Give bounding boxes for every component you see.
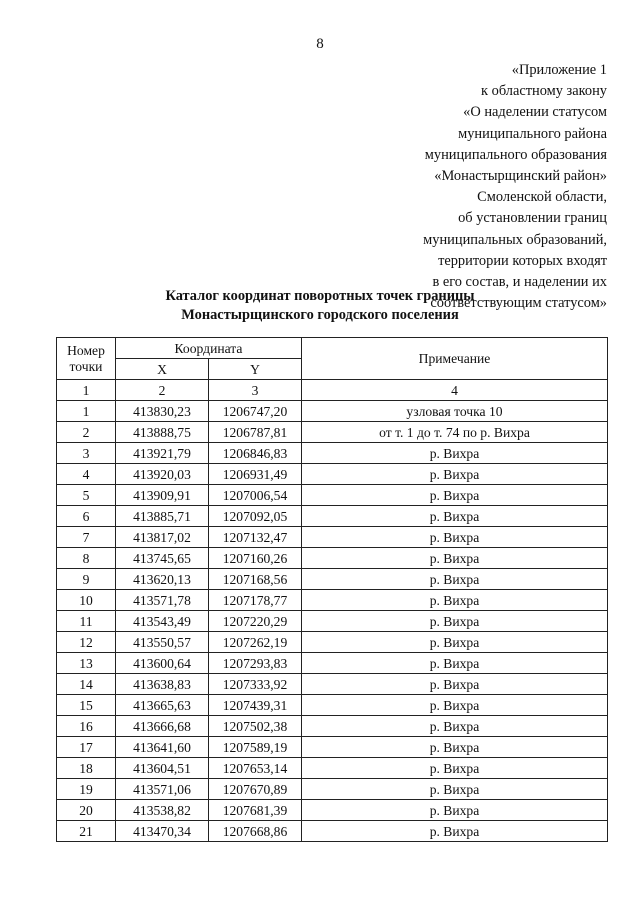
y-coordinate-cell: 1207262,19 <box>209 632 302 653</box>
table-row <box>57 716 608 737</box>
y-coordinate-cell: 1207132,47 <box>209 527 302 548</box>
table-header-row <box>57 338 608 359</box>
header-point-number-line: точки <box>69 358 103 374</box>
note-cell: от т. 1 до т. 74 по р. Вихра <box>302 422 608 443</box>
y-coordinate-cell: 1207160,26 <box>209 548 302 569</box>
appendix-line: муниципальных образований, <box>423 231 607 248</box>
point-number-cell: 8 <box>57 548 116 569</box>
note-cell: р. Вихра <box>302 611 608 632</box>
x-coordinate-cell: 413571,78 <box>116 590 209 611</box>
appendix-line: «Приложение 1 <box>511 62 607 78</box>
y-coordinate-cell: 1207653,14 <box>209 758 302 779</box>
table-row <box>57 611 608 632</box>
table-row <box>57 632 608 653</box>
y-coordinate-cell: 1207668,86 <box>209 821 302 842</box>
x-coordinate-cell: 413470,34 <box>116 821 209 842</box>
y-coordinate-cell: 1206846,83 <box>209 443 302 464</box>
note-cell: р. Вихра <box>302 527 608 548</box>
x-coordinate-cell: 413830,23 <box>116 401 209 422</box>
header-point-number <box>57 338 116 380</box>
note-cell: р. Вихра <box>302 737 608 758</box>
y-coordinate-cell: 1207439,31 <box>209 695 302 716</box>
header-note: Примечание <box>302 338 608 380</box>
point-number-cell: 17 <box>57 737 116 758</box>
x-coordinate-cell: 413909,91 <box>116 485 209 506</box>
note-cell: р. Вихра <box>302 569 608 590</box>
x-coordinate-cell: 413665,63 <box>116 695 209 716</box>
note-cell: р. Вихра <box>302 506 608 527</box>
x-coordinate-cell: 413745,65 <box>116 548 209 569</box>
y-coordinate-cell: 1206747,20 <box>209 401 302 422</box>
table-row <box>57 737 608 758</box>
table-row <box>57 821 608 842</box>
point-number-cell: 2 <box>57 422 116 443</box>
y-coordinate-cell: 1207178,77 <box>209 590 302 611</box>
note-cell: р. Вихра <box>302 443 608 464</box>
y-coordinate-cell: 1207220,29 <box>209 611 302 632</box>
point-number-cell: 13 <box>57 653 116 674</box>
appendix-line: об установлении границ <box>458 210 607 227</box>
x-coordinate-cell: 413571,06 <box>116 779 209 800</box>
header-point-number-line: Номер <box>67 342 105 358</box>
y-coordinate-cell: 1207589,19 <box>209 737 302 758</box>
appendix-line: к областному закону <box>481 83 607 100</box>
point-number-cell: 1 <box>57 401 116 422</box>
column-number-row <box>57 380 608 401</box>
point-number-cell: 7 <box>57 527 116 548</box>
y-coordinate-cell: 1207670,89 <box>209 779 302 800</box>
catalog-title-line: Каталог координат поворотных точек границы <box>165 288 475 304</box>
note-cell: р. Вихра <box>302 758 608 779</box>
y-coordinate-cell: 1207092,05 <box>209 506 302 527</box>
note-cell: р. Вихра <box>302 464 608 485</box>
point-number-cell: 12 <box>57 632 116 653</box>
table-row <box>57 758 608 779</box>
point-number-cell: 3 <box>57 443 116 464</box>
table-row <box>57 401 608 422</box>
column-number-cell: 2 <box>116 380 209 401</box>
point-number-cell: 20 <box>57 800 116 821</box>
table-row <box>57 443 608 464</box>
point-number-cell: 18 <box>57 758 116 779</box>
y-coordinate-cell: 1206931,49 <box>209 464 302 485</box>
table-row <box>57 569 608 590</box>
x-coordinate-cell: 413885,71 <box>116 506 209 527</box>
table-row <box>57 590 608 611</box>
x-coordinate-cell: 413604,51 <box>116 758 209 779</box>
appendix-line: «Монастырщинский район» <box>434 168 607 185</box>
x-coordinate-cell: 413920,03 <box>116 464 209 485</box>
x-coordinate-cell: 413600,64 <box>116 653 209 674</box>
table-row <box>57 653 608 674</box>
appendix-line: «О наделении статусом <box>463 104 607 121</box>
point-number-cell: 14 <box>57 674 116 695</box>
point-number-cell: 5 <box>57 485 116 506</box>
header-x: X <box>116 359 209 380</box>
table-body <box>57 401 608 842</box>
x-coordinate-cell: 413543,49 <box>116 611 209 632</box>
y-coordinate-cell: 1207333,92 <box>209 674 302 695</box>
header-y: Y <box>209 359 302 380</box>
x-coordinate-cell: 413921,79 <box>116 443 209 464</box>
appendix-reference <box>347 60 607 314</box>
appendix-line: в его состав, и наделении их <box>432 274 607 291</box>
table-row <box>57 422 608 443</box>
point-number-cell: 11 <box>57 611 116 632</box>
table-row <box>57 779 608 800</box>
y-coordinate-cell: 1207006,54 <box>209 485 302 506</box>
point-number-cell: 6 <box>57 506 116 527</box>
x-coordinate-cell: 413641,60 <box>116 737 209 758</box>
appendix-line: муниципального района <box>458 125 607 142</box>
y-coordinate-cell: 1207502,38 <box>209 716 302 737</box>
appendix-line: территории которых входят <box>438 252 607 269</box>
note-cell: р. Вихра <box>302 695 608 716</box>
note-cell: р. Вихра <box>302 653 608 674</box>
x-coordinate-cell: 413817,02 <box>116 527 209 548</box>
y-coordinate-cell: 1206787,81 <box>209 422 302 443</box>
y-coordinate-cell: 1207168,56 <box>209 569 302 590</box>
appendix-line: Смоленской области, <box>477 189 607 206</box>
table-row <box>57 800 608 821</box>
point-number-cell: 4 <box>57 464 116 485</box>
column-number-cell: 4 <box>302 380 608 401</box>
table-row <box>57 527 608 548</box>
coordinates-table <box>56 337 608 842</box>
y-coordinate-cell: 1207681,39 <box>209 800 302 821</box>
header-coordinate: Координата <box>116 338 302 359</box>
x-coordinate-cell: 413666,68 <box>116 716 209 737</box>
y-coordinate-cell: 1207293,83 <box>209 653 302 674</box>
table-row <box>57 464 608 485</box>
column-number-cell: 1 <box>57 380 116 401</box>
table-row <box>57 695 608 716</box>
note-cell: р. Вихра <box>302 821 608 842</box>
point-number-cell: 9 <box>57 569 116 590</box>
note-cell: р. Вихра <box>302 590 608 611</box>
note-cell: узловая точка 10 <box>302 401 608 422</box>
table-row <box>57 485 608 506</box>
point-number-cell: 21 <box>57 821 116 842</box>
x-coordinate-cell: 413550,57 <box>116 632 209 653</box>
table-row <box>57 506 608 527</box>
catalog-title-line: Монастырщинского городского поселения <box>181 307 459 323</box>
note-cell: р. Вихра <box>302 779 608 800</box>
page-number: 8 <box>316 36 324 52</box>
appendix-line: соответствующим статусом» <box>430 295 607 312</box>
column-number-cell: 3 <box>209 380 302 401</box>
point-number-cell: 19 <box>57 779 116 800</box>
note-cell: р. Вихра <box>302 674 608 695</box>
point-number-cell: 10 <box>57 590 116 611</box>
note-cell: р. Вихра <box>302 485 608 506</box>
table-row <box>57 548 608 569</box>
appendix-line: муниципального образования <box>424 146 607 163</box>
note-cell: р. Вихра <box>302 716 608 737</box>
note-cell: р. Вихра <box>302 632 608 653</box>
catalog-title <box>0 287 640 325</box>
x-coordinate-cell: 413638,83 <box>116 674 209 695</box>
note-cell: р. Вихра <box>302 548 608 569</box>
note-cell: р. Вихра <box>302 800 608 821</box>
point-number-cell: 16 <box>57 716 116 737</box>
x-coordinate-cell: 413620,13 <box>116 569 209 590</box>
x-coordinate-cell: 413888,75 <box>116 422 209 443</box>
table-row <box>57 674 608 695</box>
point-number-cell: 15 <box>57 695 116 716</box>
x-coordinate-cell: 413538,82 <box>116 800 209 821</box>
